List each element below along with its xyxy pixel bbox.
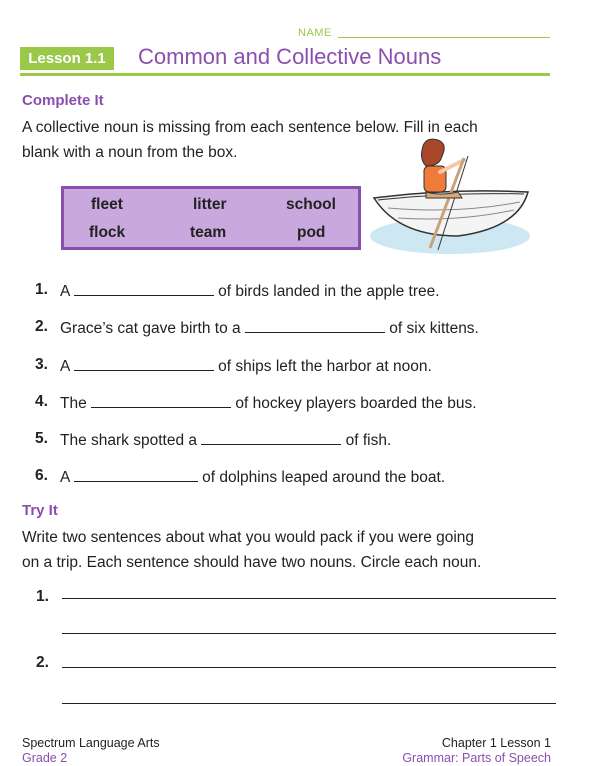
footer-chapter: Chapter 1 Lesson 1 (441, 736, 551, 750)
try-it-instructions-1: Write two sentences about what you would pack if you were going (22, 529, 475, 546)
name-label: NAME (298, 27, 332, 39)
word-box-item: fleet (91, 196, 123, 213)
question-number: 6. (35, 467, 48, 484)
question-text (60, 281, 440, 301)
question-before: The (60, 395, 87, 412)
word-box-item: flock (89, 224, 126, 241)
writing-line[interactable] (62, 633, 556, 634)
question-after: of six kittens. (389, 320, 479, 337)
question-number: 1. (35, 281, 48, 298)
question-before: A (60, 358, 70, 375)
question-before: The shark spotted a (60, 432, 197, 449)
word-box (61, 186, 361, 250)
question-after: of birds landed in the apple tree. (218, 283, 440, 300)
writing-line[interactable] (62, 598, 556, 599)
answer-blank[interactable] (91, 393, 231, 408)
word-box-item: litter (193, 196, 227, 213)
writing-line[interactable] (62, 703, 556, 704)
question-text (60, 467, 445, 487)
question-text (60, 430, 391, 450)
rowing-girl-illustration (368, 136, 534, 258)
name-line (338, 37, 550, 38)
question-before: Grace’s cat gave birth to a (60, 320, 241, 337)
page-title: Common and Collective Nouns (138, 44, 442, 69)
answer-blank[interactable] (201, 430, 341, 445)
question-number: 3. (35, 356, 48, 373)
footer-topic: Grammar: Parts of Speech (402, 751, 551, 765)
question-after: of dolphins leaped around the boat. (202, 469, 446, 486)
answer-blank[interactable] (74, 356, 214, 371)
footer-grade: Grade 2 (22, 751, 68, 765)
word-box-item: school (286, 196, 336, 213)
complete-it-instructions-1: A collective noun is missing from each sentence below. Fill in each (22, 119, 478, 136)
question-number: 4. (35, 393, 48, 410)
lesson-badge: Lesson 1.1 (20, 47, 114, 70)
question-text (60, 356, 432, 376)
word-box-item: pod (297, 224, 326, 241)
complete-it-heading: Complete It (22, 92, 104, 109)
answer-blank[interactable] (74, 467, 198, 482)
try-it-instructions-2: on a trip. Each sentence should have two nouns. Circle each noun. (22, 554, 482, 571)
question-number: 2. (35, 318, 48, 335)
writing-item-number: 2. (36, 654, 49, 671)
question-after: of fish. (345, 432, 392, 449)
answer-blank[interactable] (245, 318, 385, 333)
question-after: of hockey players boarded the bus. (235, 395, 477, 412)
word-box-item: team (190, 224, 227, 241)
question-before: A (60, 469, 70, 486)
question-before: A (60, 283, 70, 300)
writing-line[interactable] (62, 667, 556, 668)
try-it-heading: Try It (22, 502, 58, 519)
complete-it-instructions-2: blank with a noun from the box. (22, 144, 238, 161)
question-number: 5. (35, 430, 48, 447)
writing-item-number: 1. (36, 588, 49, 605)
title-divider (20, 73, 550, 76)
footer-book-title: Spectrum Language Arts (22, 736, 160, 750)
question-text (60, 393, 477, 413)
answer-blank[interactable] (74, 281, 214, 296)
question-text (60, 318, 479, 338)
question-after: of ships left the harbor at noon. (218, 358, 432, 375)
